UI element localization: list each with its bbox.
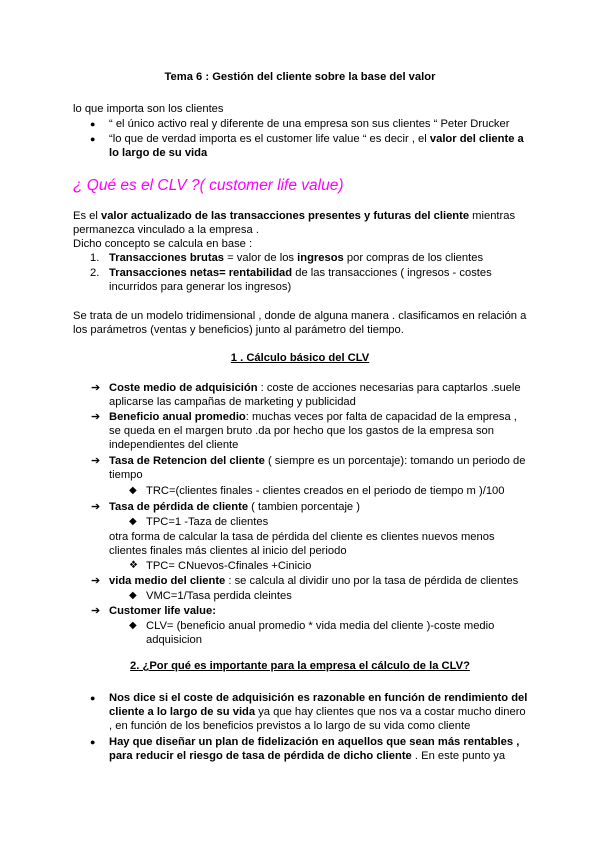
tpc-formula-1: TPC=1 -Taza de clientes	[146, 516, 269, 528]
item-bold: ingresos	[297, 252, 344, 264]
importance-bold: para reducir el riesgo de tasa de pérdida de dicho cliente	[109, 750, 412, 762]
clv-formula-cont: adquisicion	[146, 634, 202, 646]
importance-1-cont-2: , en función de los beneficios previstos a lo largo de su vida como cliente	[109, 720, 471, 732]
fancy-diamond-icon: ❖	[129, 560, 138, 571]
paragraph-line-1: Se trata de un modelo tridimensional , donde de alguna manera . clasificamos en relación a	[73, 310, 527, 322]
section-1-title: 1 . Cálculo básico del CLV	[230, 352, 370, 364]
otra-forma-2: clientes finales más clientes al inicio del periodo	[109, 545, 347, 557]
item-bold: Transacciones netas= rentabilidad	[109, 267, 293, 279]
definition-line-3: Dicho concepto se calcula en base :	[73, 238, 253, 250]
intro-bullet-drucker: “ el único activo real y diferente de una empresa son sus clientes “ Peter Drucker	[109, 118, 510, 130]
term-text: : muchas veces por falta de capacidad de la empresa ,	[245, 411, 517, 423]
tasa-retencion	[109, 454, 525, 468]
arrow-icon: ➔	[91, 501, 101, 513]
definition-line-2: permanezca vinculado a la empresa .	[73, 224, 259, 236]
importance-text: ya que hay clientes que nos va a costar mucho dinero	[255, 706, 526, 718]
term-bold: Coste medio de adquisición	[109, 382, 258, 394]
item-text: de las transacciones ( ingresos - costes	[292, 267, 492, 279]
term-bold: Tasa de pérdida de cliente	[109, 501, 249, 513]
paragraph-line-2: los parámetros (ventas y beneficios) junto al parámetro del tiempo.	[73, 324, 404, 336]
definition-item-2-cont: incurridos para generar los ingresos)	[109, 281, 292, 293]
bullet-icon: ●	[90, 737, 96, 747]
term-text: : coste de acciones necesarias para captarlos .suele	[257, 382, 521, 394]
vida-medio	[109, 574, 518, 588]
item-text: = valor de los	[224, 252, 298, 264]
trc-formula: TRC=(clientes finales - clientes creados en el periodo de tiempo m )/100	[146, 485, 505, 497]
arrow-icon: ➔	[91, 605, 101, 617]
importance-1-cont	[109, 705, 526, 719]
coste-medio-cont: aplicarse las campañas de marketing y publicidad	[109, 396, 356, 408]
importance-1: Nos dice si el coste de adquisición es razonable en función de rendimiento del	[109, 692, 528, 704]
diamond-icon: ◆	[129, 485, 137, 496]
importance-bold: cliente a lo largo de su vida	[109, 706, 256, 718]
definition-line-1	[73, 209, 515, 223]
definition-text: Es el	[73, 210, 101, 222]
definition-item-2	[109, 266, 492, 280]
tpc-formula-2: TPC= CNuevos-Cfinales +Cinicio	[146, 560, 312, 572]
vmc-formula: VMC=1/Tasa perdida cleintes	[146, 590, 292, 602]
diamond-icon: ◆	[129, 590, 137, 601]
term-text: ( siempre es un porcentaje): tomando un periodo de	[264, 455, 526, 467]
tasa-retencion-cont: tiempo	[109, 469, 143, 481]
customer-life-value-label: Customer life value:	[109, 605, 216, 617]
item-bold: Transacciones brutas	[109, 252, 225, 264]
beneficio-anual	[109, 410, 517, 424]
list-number: 2.	[90, 267, 100, 279]
importance-2-cont	[109, 749, 505, 763]
beneficio-anual-cont-1: se queda en el margen bruto .da por hecho que los gastos de la empresa son	[109, 425, 494, 437]
item-text: por compras de los clientes	[343, 252, 484, 264]
arrow-icon: ➔	[91, 382, 101, 394]
page-title: Tema 6 : Gestión del cliente sobre la base del valor	[164, 71, 436, 83]
term-bold: Beneficio anual promedio	[109, 411, 246, 423]
intro-bullet-clv-bold: valor del cliente a	[429, 133, 524, 145]
list-number: 1.	[90, 252, 100, 264]
importance-2: Hay que diseñar un plan de fidelización en aquellos que sean más rentables ,	[109, 736, 520, 748]
beneficio-anual-cont-2: independientes del cliente	[109, 439, 239, 451]
otra-forma-1: otra forma de calcular la tasa de pérdida del cliente es clientes nuevos menos	[109, 531, 495, 543]
term-text: : se calcula al dividir uno por la tasa de pérdida de clientes	[225, 575, 519, 587]
intro-bullet-clv	[109, 132, 524, 146]
section-2-title: 2. ¿Por qué es importante para la empresa el cálculo de la CLV?	[130, 660, 470, 672]
arrow-icon: ➔	[91, 455, 101, 467]
intro-bullet-clv-text: “lo que de verdad importa es el customer life value “ es decir , el	[109, 133, 430, 145]
diamond-icon: ◆	[129, 620, 137, 631]
arrow-icon: ➔	[91, 575, 101, 587]
definition-bold: valor actualizado de las transacciones presentes y futuras del cliente	[100, 210, 470, 222]
arrow-icon: ➔	[91, 411, 101, 423]
intro-bullet-clv-cont: lo largo de su vida	[109, 147, 208, 159]
bullet-icon: ●	[90, 693, 96, 703]
definition-item-1	[109, 251, 483, 265]
bullet-icon: ●	[90, 119, 96, 129]
definition-text: mientras	[469, 210, 516, 222]
clv-heading: ¿ Qué es el CLV ?( customer life value)	[73, 177, 344, 194]
clv-formula: CLV= (beneficio anual promedio * vida media del cliente )-coste medio	[146, 620, 495, 632]
tasa-perdida	[109, 500, 360, 514]
diamond-icon: ◆	[129, 516, 137, 527]
term-bold: vida medio del cliente	[109, 575, 226, 587]
term-bold: Tasa de Retencion del cliente	[109, 455, 265, 467]
coste-medio	[109, 381, 521, 395]
intro-lead: lo que importa son los clientes	[73, 103, 224, 115]
bullet-icon: ●	[90, 134, 96, 144]
term-text: ( tambien porcentaje )	[248, 501, 360, 513]
importance-text: . En este punto ya	[411, 750, 506, 762]
